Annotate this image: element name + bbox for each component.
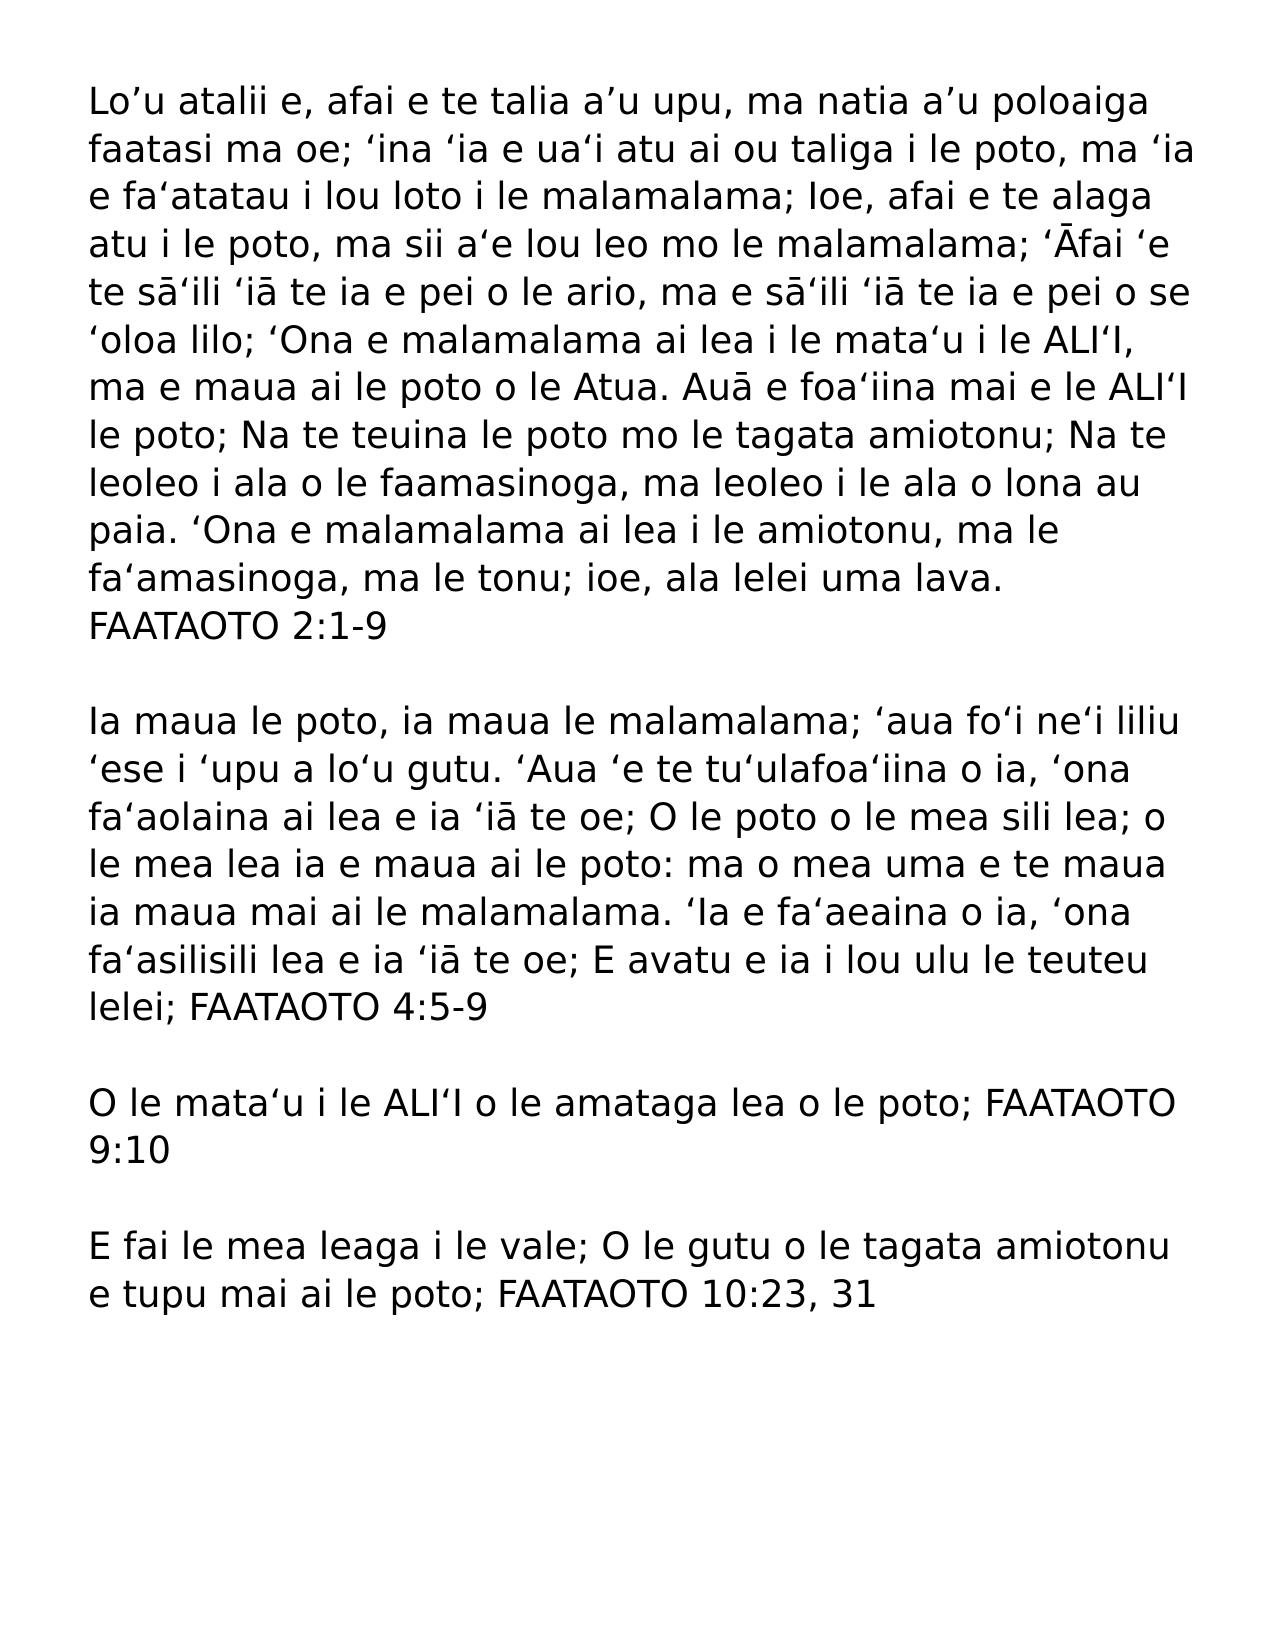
scripture-paragraph-2: Ia maua le poto, ia maua le malamalama; ‘aua fo‘i ne‘i liliu ‘ese i ‘upu a lo‘u gutu. ‘Aua ‘e te tu‘ulafoa‘iina o ia, ‘ona fa‘aolaina ai lea e ia ‘iā te oe; O le poto o le mea sili lea; o le mea lea ia e maua ai le poto: ma o mea uma e te maua ia maua mai ai le malamalama. ‘Ia e fa‘aeaina o ia, ‘ona fa‘asilisili lea e ia ‘iā te oe; E avatu e ia i lou ulu le teuteu lelei; FAATAOTO 4:5-9 [88,700,1181,1030]
scripture-paragraph-4: E fai le mea leaga i le vale; O le gutu o le tagata amiotonu e tupu mai ai le poto; FAATAOTO 10:23, 31 [88,1224,1171,1316]
document-page [88,78,1198,1366]
scripture-paragraph-1: Lo’u atalii e, afai e te talia a’u upu, ma natia a’u poloaiga faatasi ma oe; ‘ina ‘ia e ua‘i atu ai ou taliga i le poto, ma ‘ia e fa‘atatau i lou loto i le malamalama; Ioe, afai e te alaga atu i le poto, ma sii a‘e lou leo mo le malamalama; ‘Āfai ‘e te sā‘ili ‘iā te ia e pei o le ario, ma e sā‘ili ‘iā te ia e pei o se ‘oloa lilo; ‘Ona e malamalama ai lea i le mata‘u i le ALI‘I, ma e maua ai le poto o le Atua. Auā e foa‘iina mai e le ALI‘I le poto; Na te teuina le poto mo le tagata amiotonu; Na te leoleo i ala o le faamasinoga, ma leoleo i le ala o lona au paia. ‘Ona e malamalama ai lea i le amiotonu, ma le fa‘amasinoga, ma le tonu; ioe, ala lelei uma lava. FAATAOTO 2:1-9 [88,80,1196,648]
scripture-paragraph-3: O le mata‘u i le ALI‘I o le amataga lea o le poto; FAATAOTO 9:10 [88,1081,1177,1173]
